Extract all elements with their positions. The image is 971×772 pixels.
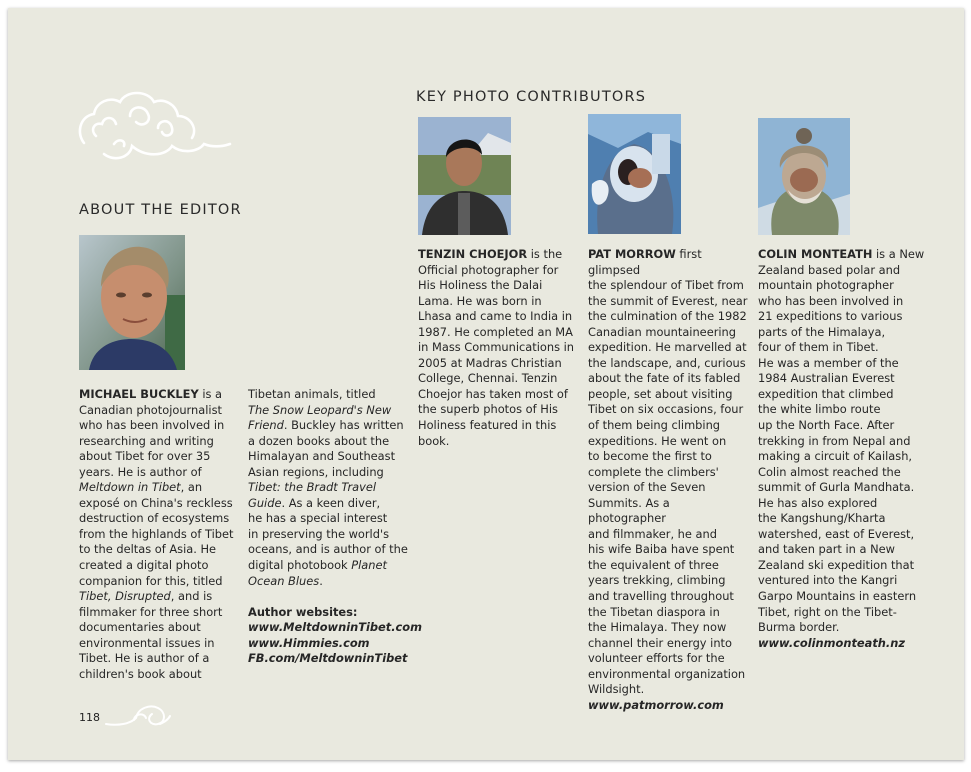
editor-bio-line: he has a special interest bbox=[248, 511, 388, 526]
editor-bio-line: Himalayan and Southeast bbox=[248, 449, 396, 464]
contributor-bio-line: version of the Seven bbox=[588, 480, 706, 495]
editor-bio-line: environmental issues in bbox=[79, 635, 215, 650]
contributor-bio-line: expeditions. He went on bbox=[588, 433, 727, 448]
book-title: Meltdown in Tibet bbox=[79, 480, 181, 495]
contributor-bio-line: the culmination of the 1982 bbox=[588, 309, 747, 324]
book-title: Planet bbox=[351, 558, 387, 573]
contributor-bio-line: complete the climbers' bbox=[588, 464, 719, 479]
editor-bio-line: to the deltas of Asia. He bbox=[79, 542, 217, 557]
editor-bio-line: Tibetan animals, titled bbox=[248, 387, 376, 401]
contributor-bio-line: and filmmaker, he and bbox=[588, 526, 717, 541]
contributor-bio-line: book. bbox=[418, 433, 450, 448]
contributor-bio-line: 1987. He completed an MA bbox=[418, 324, 573, 339]
editor-bio-line: documentaries about bbox=[79, 620, 201, 635]
contributor-bio-line: and taken part in a New bbox=[758, 542, 895, 557]
contributor-bio-line: 2005 at Madras Christian bbox=[418, 355, 562, 370]
editor-name: MICHAEL BUCKLEY bbox=[79, 387, 199, 401]
contributor-bio-line: Canadian mountaineering bbox=[588, 324, 736, 339]
editor-bio-line bbox=[248, 403, 410, 419]
contributor-bio-line: up the North Face. After bbox=[758, 418, 895, 433]
small-cloud-ornament-icon bbox=[104, 698, 172, 730]
contributor-bio-line: Burma border. bbox=[758, 620, 840, 635]
contributor-bio-line: the landscape, and, curious bbox=[588, 355, 746, 370]
contributor-bio-line: the Tibetan diaspora in bbox=[588, 604, 720, 619]
book-title: The Snow Leopard's New bbox=[248, 402, 392, 417]
contributor-bio-line: trekking in from Nepal and bbox=[758, 433, 911, 448]
editor-bio-line: years. He is author of bbox=[79, 464, 202, 479]
contributor-bio-line: Official photographer for bbox=[418, 262, 559, 277]
book-title: Tibet: the Bradt Travel bbox=[248, 480, 377, 495]
editor-bio-line: MICHAEL BUCKLEY is a bbox=[79, 387, 223, 401]
about-editor-heading: ABOUT THE EDITOR bbox=[79, 202, 242, 218]
contributor-bio-line: 21 expeditions to various bbox=[758, 309, 903, 324]
contributor-bio-line: expedition that climbed bbox=[758, 386, 894, 401]
book-title: Guide bbox=[248, 495, 282, 510]
contributor-bio-line: Summits. As a photographer bbox=[588, 495, 670, 526]
contributor-bio-line: expedition. He marvelled at bbox=[588, 340, 747, 355]
contributor-bio-line: Zealand based polar and bbox=[758, 262, 901, 277]
contributor-name: COLIN MONTEATH bbox=[758, 247, 873, 261]
book-title: Friend bbox=[248, 418, 284, 433]
contributor-bio-colin bbox=[758, 247, 928, 651]
contributor-bio-line: Choejor has taken most of bbox=[418, 386, 568, 401]
contributor-bio-line: the summit of Everest, near bbox=[588, 293, 748, 308]
editor-bio-line: Canadian photojournalist bbox=[79, 402, 222, 417]
website-link[interactable]: www.colinmonteath.nz bbox=[758, 635, 905, 650]
editor-photo bbox=[79, 235, 185, 370]
contributor-bio-line: of them being climbing bbox=[588, 418, 721, 433]
website-link[interactable]: www.patmorrow.com bbox=[588, 697, 724, 712]
contributor-bio-line: the white limbo route bbox=[758, 402, 881, 417]
photo-contributors-heading: KEY PHOTO CONTRIBUTORS bbox=[416, 89, 647, 105]
book-title: Ocean Blues bbox=[248, 573, 320, 588]
contributor-bio-line: PAT MORROW first glimpsed bbox=[588, 247, 702, 277]
contributor-bio-line: in Mass Communications in bbox=[418, 340, 575, 355]
contributor-bio-line: ventured into the Kangri bbox=[758, 573, 898, 588]
editor-bio-line: oceans, and is author of the bbox=[248, 542, 408, 557]
contributor-bio-line: Lama. He was born in bbox=[418, 293, 542, 308]
contributor-name: TENZIN CHOEJOR bbox=[418, 247, 528, 261]
contributor-bio-line: mountain photographer bbox=[758, 278, 894, 293]
contributor-bio-line: Garpo Mountains in eastern bbox=[758, 589, 917, 604]
contributor-bio-line: He was a member of the bbox=[758, 355, 899, 370]
contributor-bio-line: College, Chennai. Tenzin bbox=[418, 371, 558, 386]
contributor-bio-line: people, set about visiting bbox=[588, 386, 733, 401]
contributor-bio-line: the equivalent of three bbox=[588, 557, 719, 572]
editor-bio-line: Tibet, Disrupted, and is bbox=[79, 589, 213, 604]
contributor-bio-line: about the fate of its fabled bbox=[588, 371, 741, 386]
editor-bio-line: Meltdown in Tibet, an bbox=[79, 480, 203, 495]
contributor-bio-line: the splendour of Tibet from bbox=[588, 278, 744, 293]
contributor-bio-line: Zealand ski expedition that bbox=[758, 557, 915, 572]
contributor-bio-line: Wildsight. bbox=[588, 682, 645, 697]
contributor-bio-pat bbox=[588, 247, 750, 713]
contributor-bio-line: His Holiness the Dalai bbox=[418, 278, 543, 293]
contributor-bio-line: Colin almost reached the bbox=[758, 464, 901, 479]
contributor-bio-line: to become the first to bbox=[588, 449, 712, 464]
contributor-bio-line: who has been involved in bbox=[758, 293, 904, 308]
contributor-bio-line: Tibet, right on the Tibet- bbox=[758, 604, 897, 619]
editor-bio-line: in preserving the world's bbox=[248, 526, 390, 541]
contributor-bio-line: He has also explored bbox=[758, 495, 878, 510]
contributor-bio-line: years trekking, climbing bbox=[588, 573, 726, 588]
editor-bio-line: who has been involved in bbox=[79, 418, 225, 433]
editor-bio-line: a dozen books about the bbox=[248, 433, 390, 448]
contributor-photo-tenzin bbox=[418, 117, 511, 235]
website-link[interactable]: FB.com/MeltdowninTibet bbox=[248, 651, 408, 666]
contributor-bio-line: volunteer efforts for the bbox=[588, 651, 725, 666]
editor-bio-line: researching and writing bbox=[79, 433, 214, 448]
contributor-name: PAT MORROW bbox=[588, 247, 676, 261]
contributor-bio-line: and travelling throughout bbox=[588, 589, 734, 604]
contributor-bio-line: the Himalaya. They now bbox=[588, 620, 727, 635]
contributor-bio-line: COLIN MONTEATH is a New bbox=[758, 247, 925, 261]
website-link[interactable]: www.MeltdowninTibet.com bbox=[248, 620, 422, 635]
contributor-bio-line: watershed, east of Everest, bbox=[758, 526, 915, 541]
author-websites-label: Author websites: bbox=[248, 604, 358, 619]
contributor-bio-line: four of them in Tibet. bbox=[758, 340, 879, 355]
contributor-bio-line: channel their energy into bbox=[588, 635, 732, 650]
editor-bio-line: Guide. As a keen diver, bbox=[248, 495, 381, 510]
book-page bbox=[8, 8, 964, 760]
editor-bio-line: filmmaker for three short bbox=[79, 604, 223, 619]
contributor-bio-line: Holiness featured in this bbox=[418, 418, 557, 433]
contributor-bio-line: the superb photos of His bbox=[418, 402, 558, 417]
contributor-bio-line: the Kangshung/Kharta bbox=[758, 511, 886, 526]
contributor-photo-pat bbox=[588, 114, 681, 234]
editor-bio-line: digital photobook Planet bbox=[248, 558, 387, 573]
editor-bio-line bbox=[248, 480, 410, 496]
editor-bio-line: from the highlands of Tibet bbox=[79, 526, 234, 541]
contributor-bio-line: his wife Baiba have spent bbox=[588, 542, 735, 557]
contributor-bio-line: Tibet on six occasions, four bbox=[588, 402, 744, 417]
editor-bio-line: Tibet. He is author of a bbox=[79, 651, 210, 666]
contributor-photo-colin bbox=[758, 118, 850, 235]
contributor-bio-line: making a circuit of Kailash, bbox=[758, 449, 913, 464]
contributor-bio-line: 1984 Australian Everest bbox=[758, 371, 895, 386]
editor-bio-line: destruction of ecosystems bbox=[79, 511, 230, 526]
editor-bio-line: Ocean Blues. bbox=[248, 573, 323, 588]
editor-bio-line: exposé on China's reckless bbox=[79, 495, 233, 510]
editor-bio-line: about Tibet for over 35 bbox=[79, 449, 211, 464]
contributor-bio-line: Lhasa and came to India in bbox=[418, 309, 573, 324]
editor-bio-line: Friend. Buckley has written bbox=[248, 418, 404, 433]
editor-bio-line: companion for this, titled bbox=[79, 573, 223, 588]
editor-bio-column-1 bbox=[79, 387, 239, 682]
website-link[interactable]: www.Himmies.com bbox=[248, 635, 370, 650]
contributor-bio-line: summit of Gurla Mandhata. bbox=[758, 480, 915, 495]
contributor-bio-line: parts of the Himalaya, bbox=[758, 324, 886, 339]
editor-bio-column-2 bbox=[248, 387, 422, 667]
contributor-bio-line: TENZIN CHOEJOR is the bbox=[418, 247, 563, 261]
page-number: 118 bbox=[79, 711, 100, 724]
book-title: Tibet, Disrupted bbox=[79, 589, 171, 604]
editor-bio-line: Asian regions, including bbox=[248, 464, 384, 479]
editor-bio-line: created a digital photo bbox=[79, 558, 209, 573]
editor-bio-line: children's book about bbox=[79, 666, 202, 681]
contributor-bio-line: environmental organization bbox=[588, 666, 746, 681]
cloud-ornament-icon bbox=[74, 88, 232, 168]
contributor-bio-tenzin bbox=[418, 247, 578, 449]
